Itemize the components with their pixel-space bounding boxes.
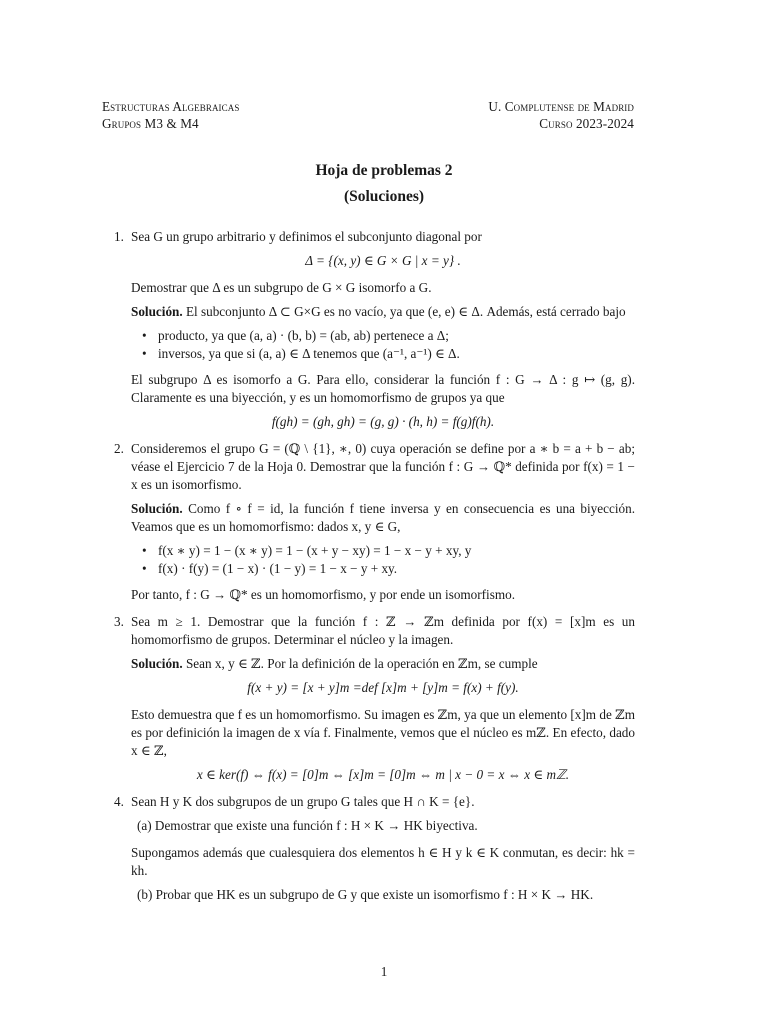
problem-statement: Sea G un grupo arbitrario y definimos el subconjunto diagonal por: [131, 229, 482, 244]
bullet-icon: •: [142, 561, 147, 576]
problem-statement: Sean H y K dos subgrupos de un grupo G tales que H ∩ K = {e}.: [131, 794, 475, 809]
equation: f(x + y) = [x + y]m =def [x]m + [y]m = f(x) + f(y).: [247, 680, 519, 695]
list-item: • f(x ∗ y) = 1 − (x ∗ y) = 1 − (x + y − xy) = 1 − x − y + xy, y: [142, 543, 472, 558]
bullet-icon: •: [142, 346, 147, 361]
bullet-icon: •: [142, 543, 147, 558]
problem-assumption: Supongamos además que cualesquiera dos elementos h ∈ H y k ∈ K conmutan, es decir: hk = kh.: [131, 845, 635, 878]
list-item: • f(x) · f(y) = (1 − x) · (1 − y) = 1 − x − y + xy.: [142, 561, 398, 576]
problem-statement: Consideremos el grupo G = (ℚ \ {1}, ∗, 0) cuya operación se define por a ∗ b = a + b − ab; véase el Ejercicio 7 de la Hoja 0. Demostrar que la función f : G → ℚ* definida por f(x) = 1 − x es un isomorfismo.: [131, 441, 635, 492]
equation: f(gh) = (gh, gh) = (g, g) · (h, h) = f(g)f(h).: [271, 414, 495, 429]
solution-continuation: Esto demuestra que f es un homomorfismo. Su imagen es ℤm, ya que un elemento [x]m de ℤm es por definición la imagen de x vía f. Finalmente, vemos que el núcleo es mℤ. En efecto, dado x ∈ ℤ,: [131, 707, 635, 758]
list-item: • inversos, ya que si (a, a) ∈ Δ tenemos que (a⁻¹, a⁻¹) ∈ Δ.: [142, 346, 460, 361]
title-subtitle: (Soluciones): [343, 188, 425, 205]
solution-paragraph: [131, 655, 635, 673]
page-number: 1: [380, 964, 388, 979]
bullet-list: [131, 327, 635, 363]
problem-number: 4.: [114, 794, 124, 809]
solution-paragraph: [131, 500, 635, 536]
solution-continuation: El subgrupo Δ es isomorfo a G. Para ello, considerar la función f : G → Δ : g ↦ (g, g). Claramente es una biyección, y es un homomorfismo de grupos ya que: [131, 372, 635, 405]
problem-number: 2.: [114, 441, 124, 456]
equation: x ∈ ker(f) ⇔ f(x) = [0]m ⇔ [x]m = [0]m ⇔ m | x − 0 = x ⇔ x ∈ mℤ.: [196, 767, 570, 782]
solution-conclusion: Por tanto, f : G → ℚ* es un homomorfismo, y por ende un isomorfismo.: [131, 587, 516, 602]
solution-label: Solución.: [131, 656, 183, 671]
problem-number: 1.: [114, 229, 124, 244]
bullet-list: [131, 542, 635, 578]
solution-text: Sean x, y ∈ ℤ. Por la definición de la operación en ℤm, se cumple: [182, 656, 538, 671]
group-names: Grupos M3 & M4: [102, 116, 199, 131]
solution-label: Solución.: [131, 304, 183, 319]
course-name: Estructuras Algebraicas: [102, 99, 240, 114]
subproblem-a: (a) Demostrar que existe una función f : H × K → HK biyectiva.: [137, 818, 478, 833]
problem-list: [114, 228, 635, 913]
list-item: • producto, ya que (a, a) · (b, b) = (ab, ab) pertenece a Δ;: [142, 328, 449, 343]
solution-text: Como f ∘ f = id, la función f tiene inversa y en consecuencia es una biyección. Veamos que es un homomorfismo: dados x, y ∈ G,: [131, 501, 635, 534]
title-main: Hoja de problemas 2: [315, 162, 453, 179]
academic-year: Curso 2023-2024: [539, 116, 634, 131]
solution-paragraph: [131, 303, 635, 321]
solution-label: Solución.: [131, 501, 183, 516]
problem-statement: Sea m ≥ 1. Demostrar que la función f : ℤ → ℤm definida por f(x) = [x]m es un homomorfismo de grupos. Determinar el núcleo y la imagen.: [131, 614, 635, 647]
document-title: [0, 160, 768, 212]
problem-2: [114, 440, 635, 604]
problem-number: 3.: [114, 614, 124, 629]
subproblem-b: (b) Probar que HK es un subgrupo de G y que existe un isomorfismo f : H × K → HK.: [137, 887, 594, 902]
problem-3: [114, 613, 635, 784]
university-name: U. Complutense de Madrid: [488, 99, 634, 114]
bullet-icon: •: [142, 328, 147, 343]
problem-1: [114, 228, 635, 431]
equation: Δ = {(x, y) ∈ G × G | x = y} .: [305, 253, 461, 268]
problem-4: [114, 793, 635, 904]
page-header: [102, 98, 634, 132]
solution-text: El subconjunto Δ ⊂ G×G es no vacío, ya que (e, e) ∈ Δ. Además, está cerrado bajo: [182, 304, 626, 319]
problem-task: Demostrar que Δ es un subgrupo de G × G isomorfo a G.: [131, 280, 432, 295]
